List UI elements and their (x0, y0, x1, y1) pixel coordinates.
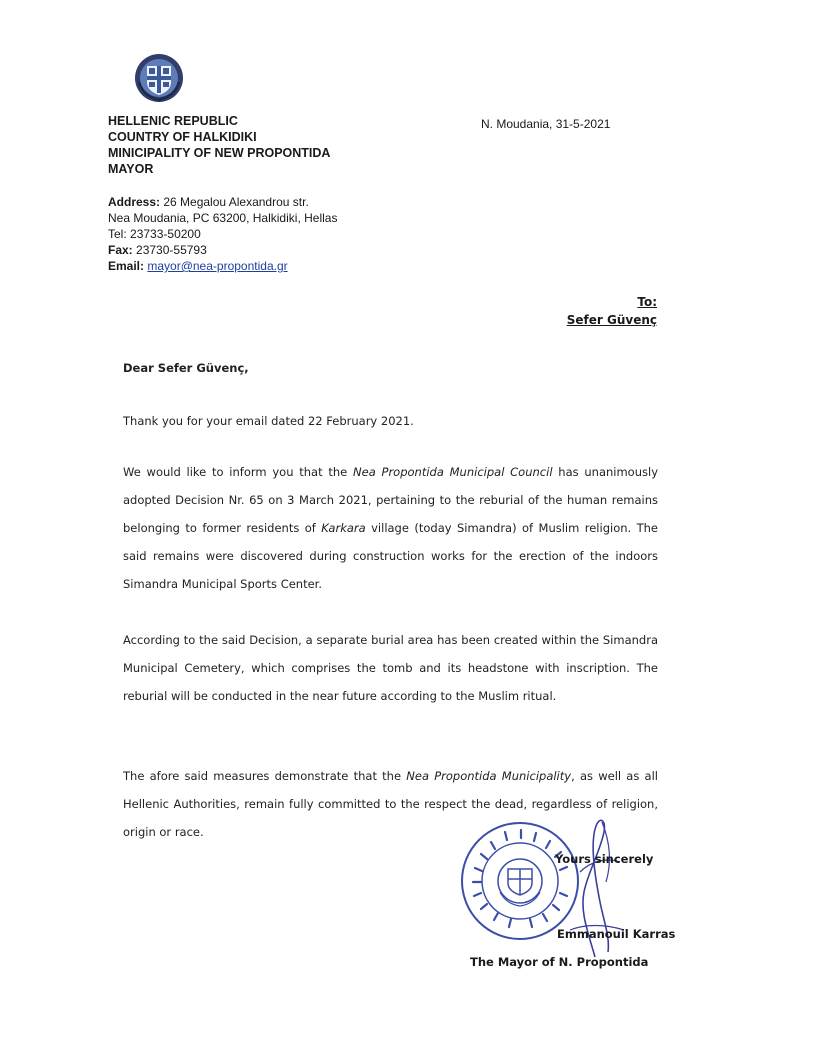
tel-line (108, 226, 337, 242)
header-line-mayor: MAYOR (108, 162, 154, 176)
hellenic-emblem-icon (133, 52, 185, 104)
fax-label: Fax: (108, 243, 133, 257)
p4-text-a: The afore said measures demonstrate that the (123, 769, 407, 783)
tel-label: Tel: (108, 227, 127, 241)
p2-text-b: has unanimously adopted Decision Nr. 65 on 3 March 2021, pertaining to the reburial of the human remains belonging to former residents of (123, 465, 658, 535)
sender-header (108, 113, 330, 177)
email-label: Email: (108, 259, 145, 273)
p4-text-b: , as well as all Hellenic Authorities, remain fully committed to the respect the dead, regardless of religion, origin or race. (123, 769, 658, 839)
salutation: Dear Sefer Güvenç, (123, 361, 249, 375)
p2-text-a: We would like to inform you that the (123, 465, 354, 479)
paragraph-3: According to the said Decision, a separate burial area has been created within the Simandra Municipal Cemetery, which comprises the tomb and its headstone with inscription. The reburial will be conducted in the near future according to the Muslim ritual. (123, 633, 658, 703)
signer-title: The Mayor of N. Propontida (470, 955, 649, 969)
to-label: To: (637, 295, 657, 309)
tel-value: 23733-50200 (130, 227, 201, 241)
closing-sign-off: Yours sincerely (555, 852, 654, 866)
address-block (108, 194, 337, 274)
p2-village-name: Karkara (321, 521, 366, 535)
p4-municipality-name: Nea Propontida Municipality (406, 769, 572, 783)
p2-council-name: Nea Propontida Municipal Council (353, 465, 553, 479)
recipient-block (567, 293, 657, 329)
email-link[interactable]: mayor@nea-propontida.gr (147, 259, 288, 273)
address-label: Address: (108, 195, 161, 209)
address-line (108, 194, 337, 210)
p2-text-c: village (today Simandra) of Muslim religion. The said remains were discovered during construction works for the erection of the indoors Simandra Municipal Sports Center. (123, 521, 658, 591)
email-line (108, 258, 337, 274)
paragraph-1: Thank you for your email dated 22 February 2021. (123, 414, 414, 428)
address-value: 26 Megalou Alexandrou str. (163, 195, 309, 209)
header-line-country: COUNTRY OF HALKIDIKI (108, 130, 257, 144)
paragraph-2 (123, 458, 658, 598)
fax-line (108, 242, 337, 258)
recipient-name: Sefer Güvenç (566, 313, 657, 327)
place-date: N. Moudania, 31-5-2021 (481, 117, 611, 131)
header-line-republic: HELLENIC REPUBLIC (108, 114, 238, 128)
city-line: Nea Moudania, PC 63200, Halkidiki, Hellas (108, 211, 338, 225)
fax-value: 23730-55793 (136, 243, 207, 257)
header-line-municipality: MINICIPALITY OF NEW PROPONTIDA (108, 146, 331, 160)
signer-name: Emmanouil Karras (557, 927, 676, 941)
